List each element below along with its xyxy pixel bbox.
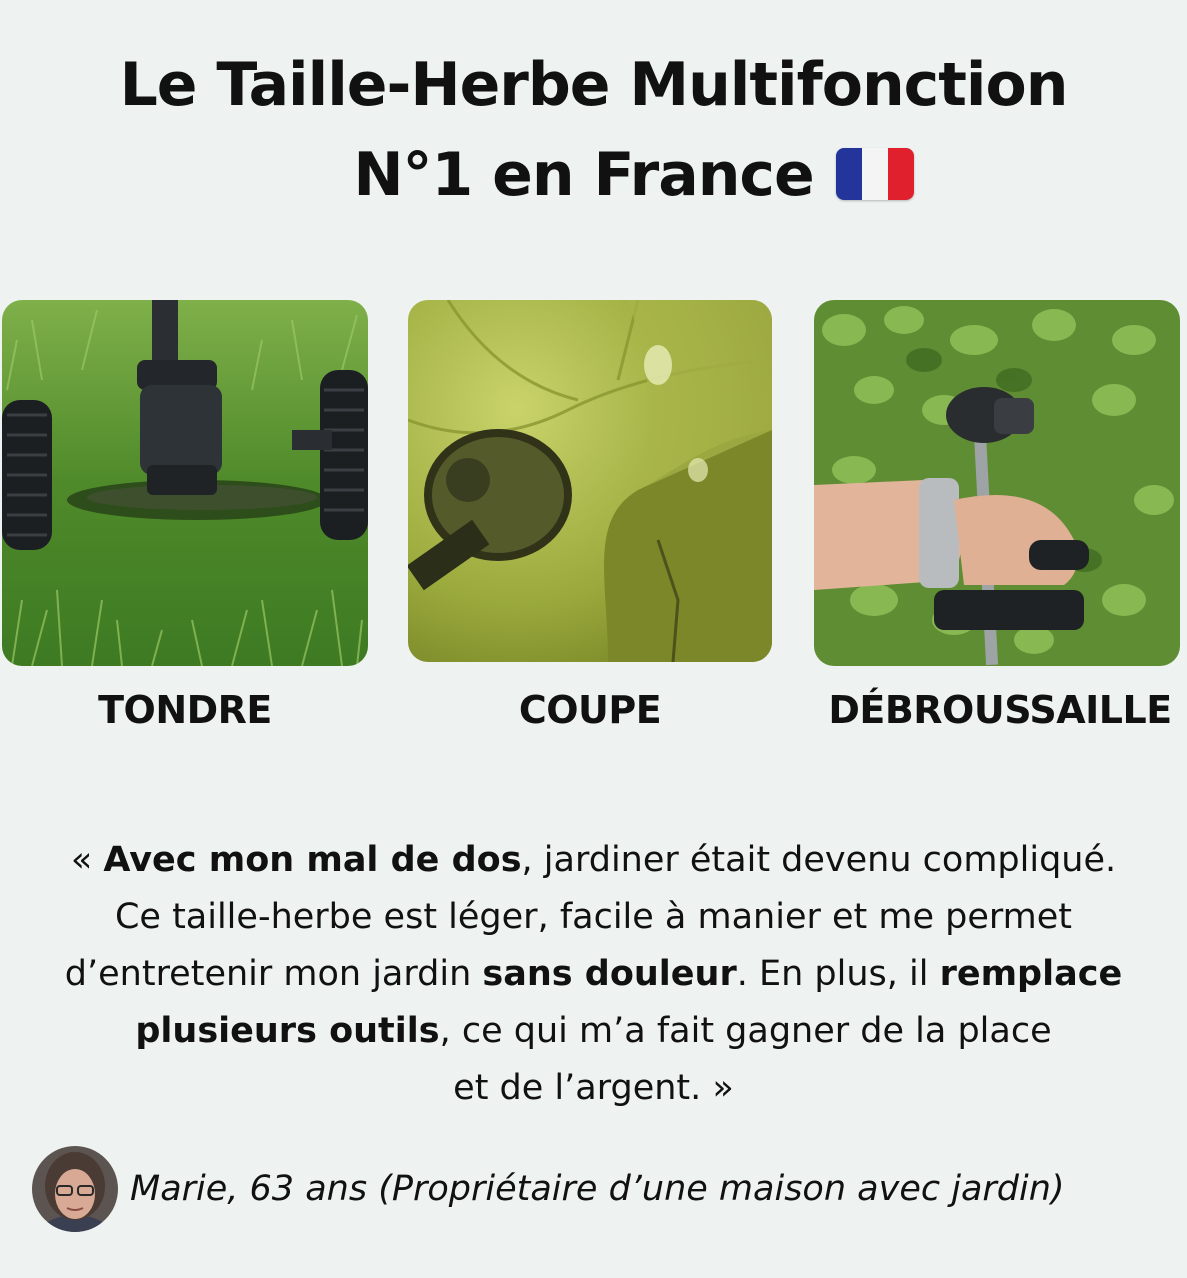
feature-label-debroussaille: DÉBROUSSAILLE xyxy=(828,688,1172,732)
subtitle-text: N°1 en France xyxy=(353,140,814,210)
testimonial-author xyxy=(32,1146,1065,1232)
quote-text-3b: . En plus, il xyxy=(736,954,940,994)
quote-line-4 xyxy=(0,1003,1187,1060)
avatar xyxy=(32,1146,118,1232)
france-flag-icon xyxy=(836,148,914,200)
lawn-mowing-photo xyxy=(2,300,368,666)
quote-line-1 xyxy=(0,832,1187,889)
quote-bold-1: Avec mon mal de dos xyxy=(103,840,522,880)
author-name: Marie, 63 ans (Propriétaire d’une maison avec jardin) xyxy=(130,1169,1065,1209)
quote-line-5: et de l’argent. » xyxy=(453,1068,734,1108)
quote-bold-3b: remplace xyxy=(939,954,1123,994)
open-quote: « xyxy=(70,840,104,880)
feature-label-tondre: TONDRE xyxy=(98,688,272,732)
page-title: Le Taille-Herbe Multifonction xyxy=(119,50,1068,120)
quote-text-1: , jardiner était devenu compliqué. xyxy=(521,840,1117,880)
testimonial-quote xyxy=(0,832,1187,1117)
brush-clearing-photo xyxy=(814,300,1180,666)
feature-label-coupe: COUPE xyxy=(518,688,662,732)
tree-cutting-photo xyxy=(408,300,772,662)
quote-line-3 xyxy=(0,946,1187,1003)
quote-bold-4: plusieurs outils xyxy=(135,1011,440,1051)
quote-bold-3a: sans douleur xyxy=(482,954,737,994)
quote-line-2: Ce taille-herbe est léger, facile à manier et me permet xyxy=(114,897,1073,937)
quote-text-3a: d’entretenir mon jardin xyxy=(64,954,483,994)
quote-text-4: , ce qui m’a fait gagner de la place xyxy=(439,1011,1052,1051)
page-subtitle xyxy=(40,140,1187,210)
